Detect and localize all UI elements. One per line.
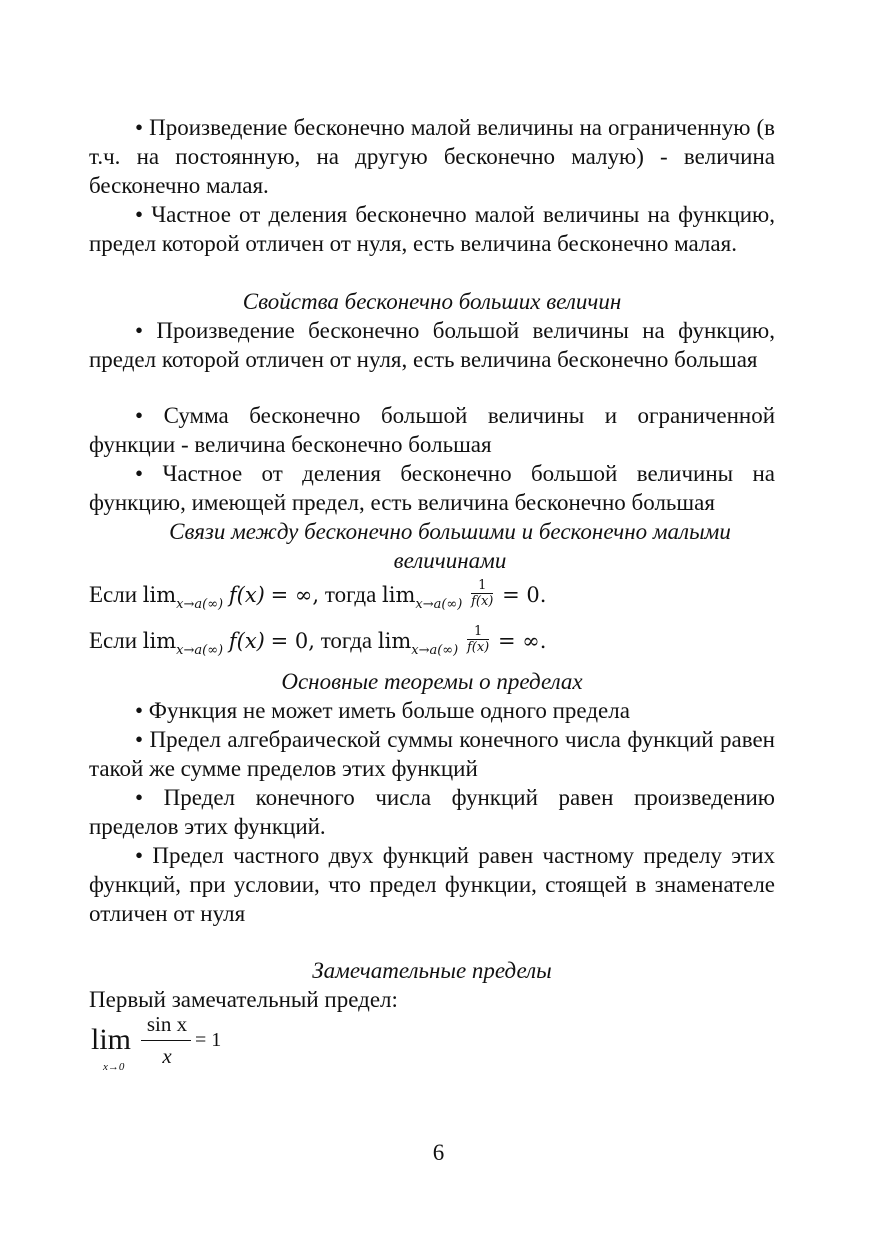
heading-theorems: Основные теоремы о пределах [281, 669, 583, 694]
fraction-numerator: 1 [471, 578, 493, 594]
relation-then: тогда [320, 628, 373, 653]
bullet-large-product: • Произведение бесконечно большой величины на функцию, предел которой отличен от нуля, есть величина бесконечно большая [89, 318, 775, 372]
heading-relations: Связи между бесконечно большими и бесконечно малыми величинами [169, 519, 731, 573]
equals-value: = ∞, [270, 583, 320, 607]
heading-remarkable-limits: Замечательные пределы [312, 958, 552, 983]
bullet-infinitesimal-quotient: • Частное от деления бесконечно малой величины на функцию, предел которой отличен от нуля, есть величина бесконечно малая. [89, 202, 775, 256]
function-symbol: f(x) [228, 629, 265, 653]
fraction [471, 578, 493, 610]
lim-subscript: x→a(∞) [176, 643, 224, 658]
bullet-theorem-sum: • Предел алгебраической суммы конечного числа функций равен такой же сумме пределов этих функций [89, 727, 775, 781]
equals-value: = 0, [270, 629, 315, 653]
relation-result: = ∞. [498, 629, 547, 653]
fraction-denominator: x [162, 1044, 172, 1068]
fraction [467, 624, 489, 656]
relation-result: = 0. [502, 583, 547, 607]
page-number: 6 [432, 1140, 445, 1165]
limit-result: = 1 [195, 1029, 222, 1051]
fraction-numerator: sin x [146, 1012, 188, 1036]
fraction-denominator: f(x) [471, 593, 494, 609]
lim-symbol: lim [91, 1023, 132, 1056]
relation-formula-2 [89, 623, 547, 659]
lim-symbol: lim [142, 583, 177, 607]
first-remarkable-limit-formula [91, 1011, 291, 1073]
lim-subscript: x→0 [103, 1061, 125, 1073]
lim-symbol: lim [377, 629, 412, 653]
fraction-bar [141, 1040, 191, 1041]
relation-if: Если [89, 628, 138, 653]
bullet-large-sum: • Сумма бесконечно большой величины и ограниченной функции - величина бесконечно большая [89, 403, 775, 457]
bullet-theorem-quotient: • Предел частного двух функций равен частному пределу этих функций, при условии, что предел функции, стоящей в знаменателе отличен от нуля [89, 843, 775, 926]
function-symbol: f(x) [228, 583, 265, 607]
bullet-infinitesimal-product: • Произведение бесконечно малой величины на ограниченную (в т.ч. на постоянную, на другую бесконечно малую) - величина бесконечно малая. [89, 115, 775, 198]
bullet-theorem-product: • Предел конечного числа функций равен произведению пределов этих функций. [89, 785, 775, 839]
relation-formula-1 [89, 577, 547, 613]
relation-then: тогда [324, 582, 377, 607]
lim-symbol: lim [382, 583, 416, 607]
fraction-numerator: 1 [467, 624, 489, 640]
bullet-large-quotient: • Частное от деления бесконечно большой величины на функцию, имеющей предел, есть величина бесконечно большая [89, 461, 775, 515]
fraction-denominator: f(x) [466, 639, 490, 655]
bullet-theorem-unique: • Функция не может иметь больше одного предела [135, 698, 630, 723]
heading-large-properties: Свойства бесконечно больших величин [242, 289, 622, 314]
lim-symbol: lim [142, 629, 177, 653]
lim-subscript: x→a(∞) [415, 597, 463, 612]
first-limit-label: Первый замечательный предел: [89, 987, 398, 1012]
lim-subscript: x→a(∞) [411, 643, 459, 658]
lim-subscript: x→a(∞) [176, 597, 224, 612]
relation-if: Если [89, 582, 138, 607]
